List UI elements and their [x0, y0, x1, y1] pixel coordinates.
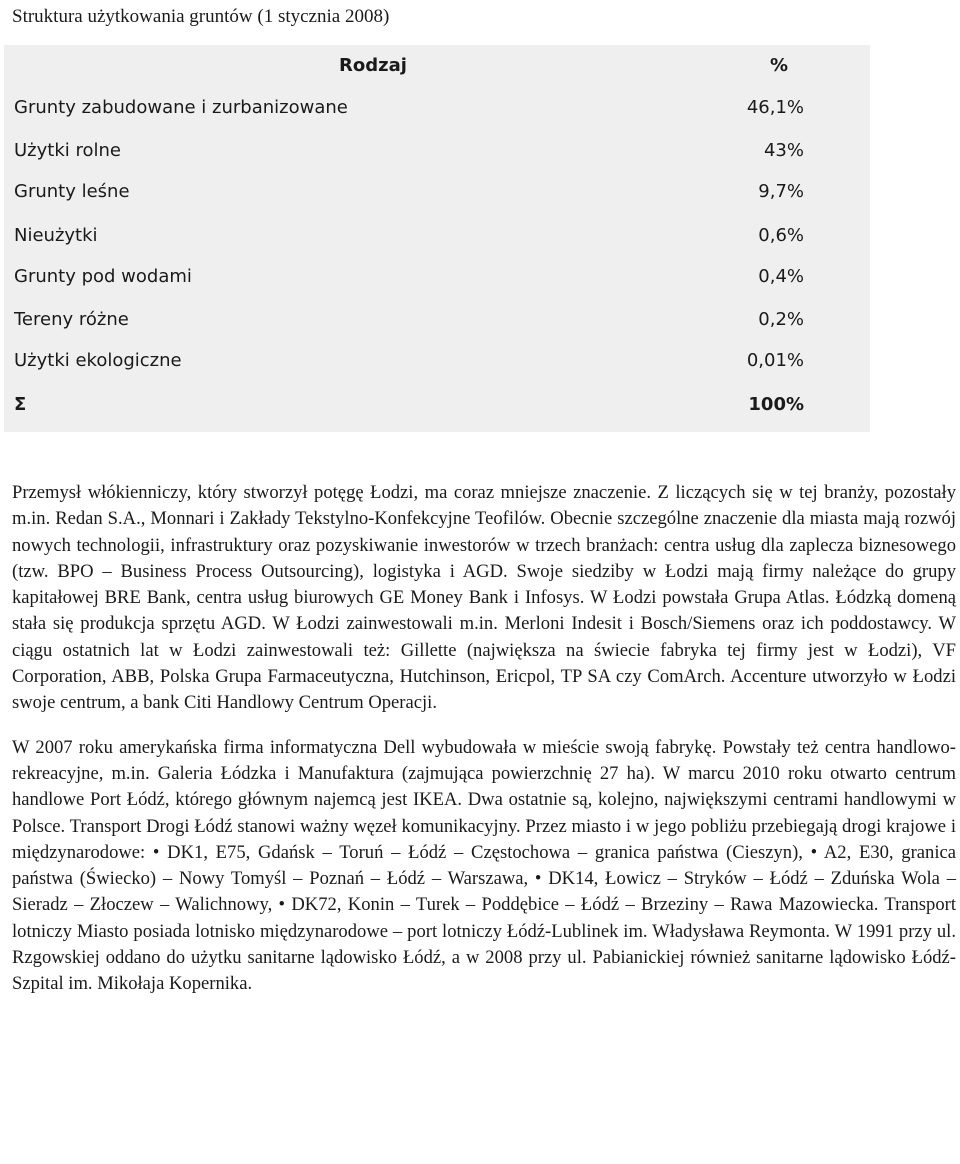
table-row: [4, 225, 870, 249]
column-header-type: Rodzaj: [339, 55, 407, 76]
total-value: 100%: [748, 394, 804, 415]
column-header-percent: %: [769, 55, 789, 76]
paragraph-commerce-transport: W 2007 roku amerykańska firma informatyczna Dell wybudowała w mieście swoją fabrykę. Powstały też centra handlowo-rekreacyjne, m.in. Galeria Łódzka i Manufaktura (zajmująca powierzchnię 27 ha). W marcu 2010 roku otwarto centrum handlowe Port Łódź, którego głównym najemcą jest IKEA. Dwa ostatnie są, kolejno, największymi centrami handlowymi w Polsce. Transport Drogi Łódź stanowi ważny węzeł komunikacyjny. Przez miasto i w jego pobliżu przebiegają drogi krajowe i międzynarodowe: • DK1, E75, Gdańsk – Toruń – Łódź – Częstochowa – granica państwa (Cieszyn), • A2, E30, granica państwa (Świecko) – Nowy Tomyśl – Poznań – Łódź – Warszawa, • DK14, Łowicz – Stryków – Łódź – Zduńska Wola – Sieradz – Złoczew – Walichnowy, • DK72, Konin – Turek – Poddębice – Łódź – Brzeziny – Rawa Mazowiecka. Transport lotniczy Miasto posiada lotnisko międzynarodowe – port lotniczy Łódź-Lublinek im. Władysława Reymonta. W 1991 przy ul. Rzgowskiej oddano do użytku sanitarne lądowisko Łódź, a w 2008 przy ul. Pabianickiej również sanitarne lądowisko Łódź-Szpital im. Mikołaja Kopernika.: [12, 736, 956, 995]
table-row: [4, 140, 870, 164]
table-row: [4, 350, 870, 374]
row-value: 9,7%: [758, 181, 804, 202]
row-name: Nieużytki: [14, 225, 98, 246]
row-value: 43%: [763, 140, 804, 161]
table-row: [4, 309, 870, 333]
paragraph-industry: Przemysł włókienniczy, który stworzył potęgę Łodzi, ma coraz mniejsze znaczenie. Z liczących się w tej branży, pozostały m.in. Redan S.A., Monnari i Zakłady Tekstylno-Konfekcyjne Teofilów. Obecnie szczególne znaczenie dla miasta mają rozwój nowych technologii, infrastruktury oraz pozyskiwanie inwestorów w trzech branżach: centra usług dla zaplecza biznesowego (tzw. BPO – Business Process Outsourcing), logistyka i AGD. Swoje siedziby w Łodzi mają firmy należące do grupy kapitałowej BRE Bank, centra usług biurowych GE Money Bank i Infosys. W Łodzi powstała Grupa Atlas. Łódzką domeną stała się produkcja sprzętu AGD. W Łodzi zainwestowali m.in. Merloni Indesit i Bosch/Siemens oraz ich poddostawcy. W ciągu ostatnich lat w Łodzi zainwestowali też: Gillette (największa na świecie fabryka tej firmy jest w Łodzi), VF Corporation, ABB, Polska Grupa Farmaceutyczna, Hutchinson, Ericpol, TP SA czy ComArch. Accenture utworzyło w Łodzi swoje centrum, a bank Citi Handlowy Centrum Operacji.: [12, 482, 956, 714]
row-value: 46,1%: [746, 97, 804, 118]
row-name: Tereny różne: [14, 309, 129, 330]
total-symbol: Σ: [14, 394, 27, 415]
row-name: Grunty zabudowane i zurbanizowane: [14, 97, 348, 118]
row-value: 0,6%: [758, 225, 804, 246]
page-title: Struktura użytkowania gruntów (1 stycznia 2008): [12, 6, 390, 27]
row-name: Użytki rolne: [14, 140, 121, 161]
row-name: Grunty pod wodami: [14, 266, 192, 287]
row-value: 0,01%: [746, 350, 804, 371]
row-name: Użytki ekologiczne: [14, 350, 182, 371]
row-value: 0,2%: [758, 309, 804, 330]
row-value: 0,4%: [758, 266, 804, 287]
row-name: Grunty leśne: [14, 181, 130, 202]
table-row: [4, 97, 870, 121]
table-row: [4, 266, 870, 290]
land-use-table: [4, 45, 870, 432]
table-row: [4, 181, 870, 205]
article-body: [12, 480, 956, 998]
table-total-row: [4, 394, 870, 418]
